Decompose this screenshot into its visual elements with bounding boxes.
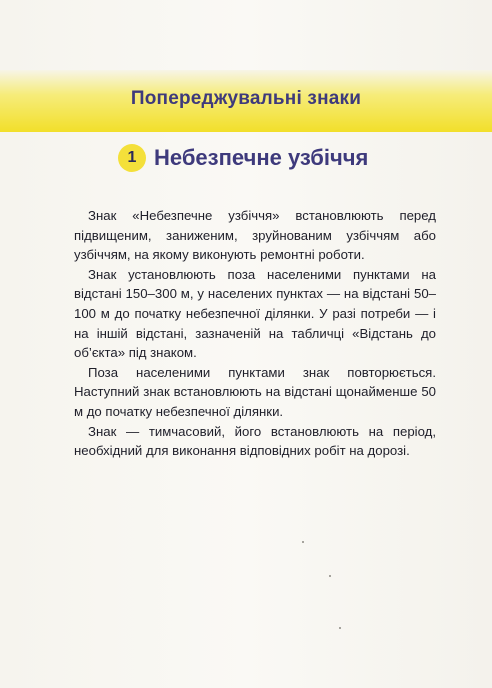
sign-heading [118,144,368,172]
scan-speck [329,575,331,577]
scan-speck [302,541,304,543]
paragraph-repeat: Поза населеними пунктами знак повторюється. Наступний знак встановлюють на відстані щонайменше 50 м до початку небезпечної ділянки. [74,364,436,419]
scan-speck [339,627,341,629]
sign-title: Небезпечне узбіччя [154,145,369,170]
sign-description [74,206,436,461]
section-title: Попереджувальні знаки [130,88,362,109]
paragraph-temporary: Знак — тимчасовий, його встановлюють на період, необхідний для виконання відповідних робіт на дорозі. [74,423,436,459]
paragraph-distance: Знак установлюють поза населеними пунктами на відстані 150–300 м, у населених пунктах — на відстані 50–100 м до початку небезпечної ділянки. У разі потреби — і на іншій відстані, зазначеній на табличці «Відстань до об’єкта» під знаком. [74,266,436,361]
sign-number-badge: 1 [118,144,146,172]
paragraph-placement: Знак «Небезпечне узбіччя» встановлюють перед підвищеним, заниженим, зруйнованим узбіччям або узбіччям, на якому виконують ремонтні роботи. [74,208,436,263]
